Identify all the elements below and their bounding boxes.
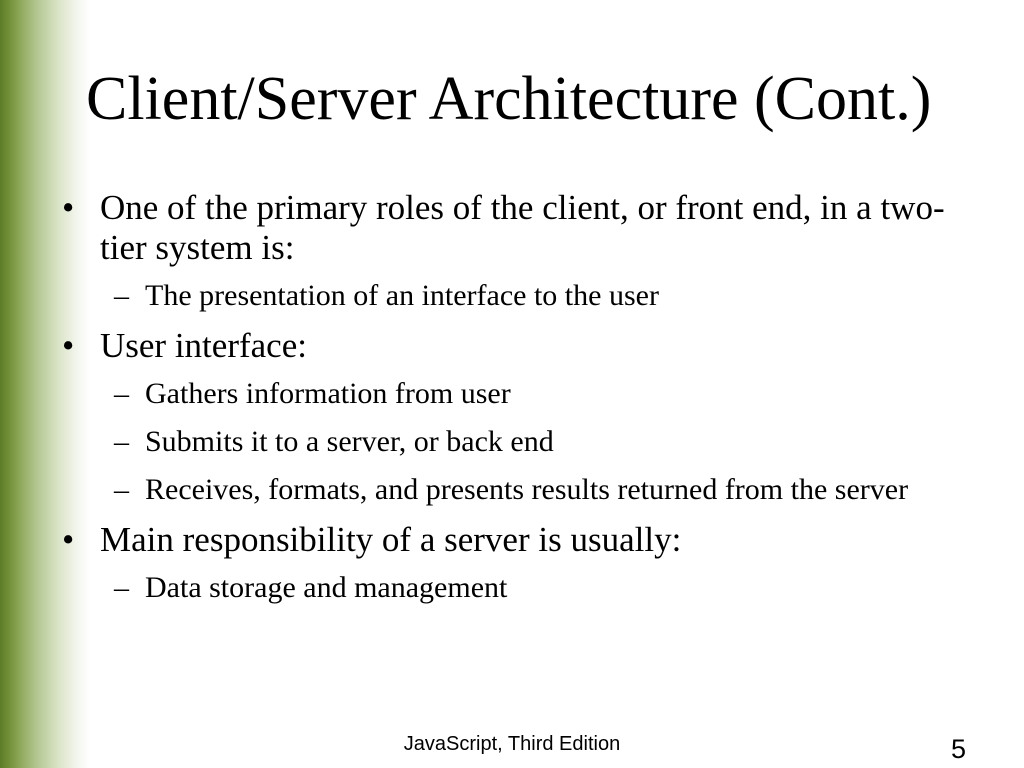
bullet-mark: •	[62, 326, 75, 365]
bullet-text: Main responsibility of a server is usually:	[100, 520, 682, 559]
bullet-item	[62, 188, 967, 268]
sub-bullet-text: Submits it to a server, or back end	[145, 425, 554, 458]
sub-bullet-text: Gathers information from user	[145, 377, 511, 410]
sub-bullet-text: The presentation of an interface to the user	[145, 279, 659, 312]
bullet-mark: •	[62, 188, 75, 227]
sub-bullet-mark: –	[114, 473, 129, 506]
bullet-item	[62, 326, 967, 366]
sub-bullet-item	[62, 470, 967, 510]
page-number: 5	[950, 734, 966, 764]
bullet-item	[62, 520, 967, 560]
slide-title: Client/Server Architecture (Cont.)	[86, 65, 932, 133]
sub-bullet-item	[62, 422, 967, 462]
slide-body	[62, 188, 967, 608]
sub-bullet-mark: –	[114, 377, 129, 410]
sub-bullet-text: Receives, formats, and presents results returned from the server	[145, 473, 909, 506]
bullet-text: User interface:	[100, 326, 307, 365]
sub-bullet-item	[62, 374, 967, 414]
sub-bullet-mark: –	[114, 425, 129, 458]
footer-text: JavaScript, Third Edition	[403, 733, 621, 755]
sub-bullet-mark: –	[114, 571, 129, 604]
bullet-mark: •	[62, 520, 75, 559]
sub-bullet-mark: –	[114, 279, 129, 312]
sub-bullet-item	[62, 568, 967, 608]
sub-bullet-text: Data storage and management	[145, 571, 508, 604]
bullet-text: One of the primary roles of the client, or front end, in a two-tier system is:	[100, 188, 945, 267]
sub-bullet-item	[62, 276, 967, 316]
